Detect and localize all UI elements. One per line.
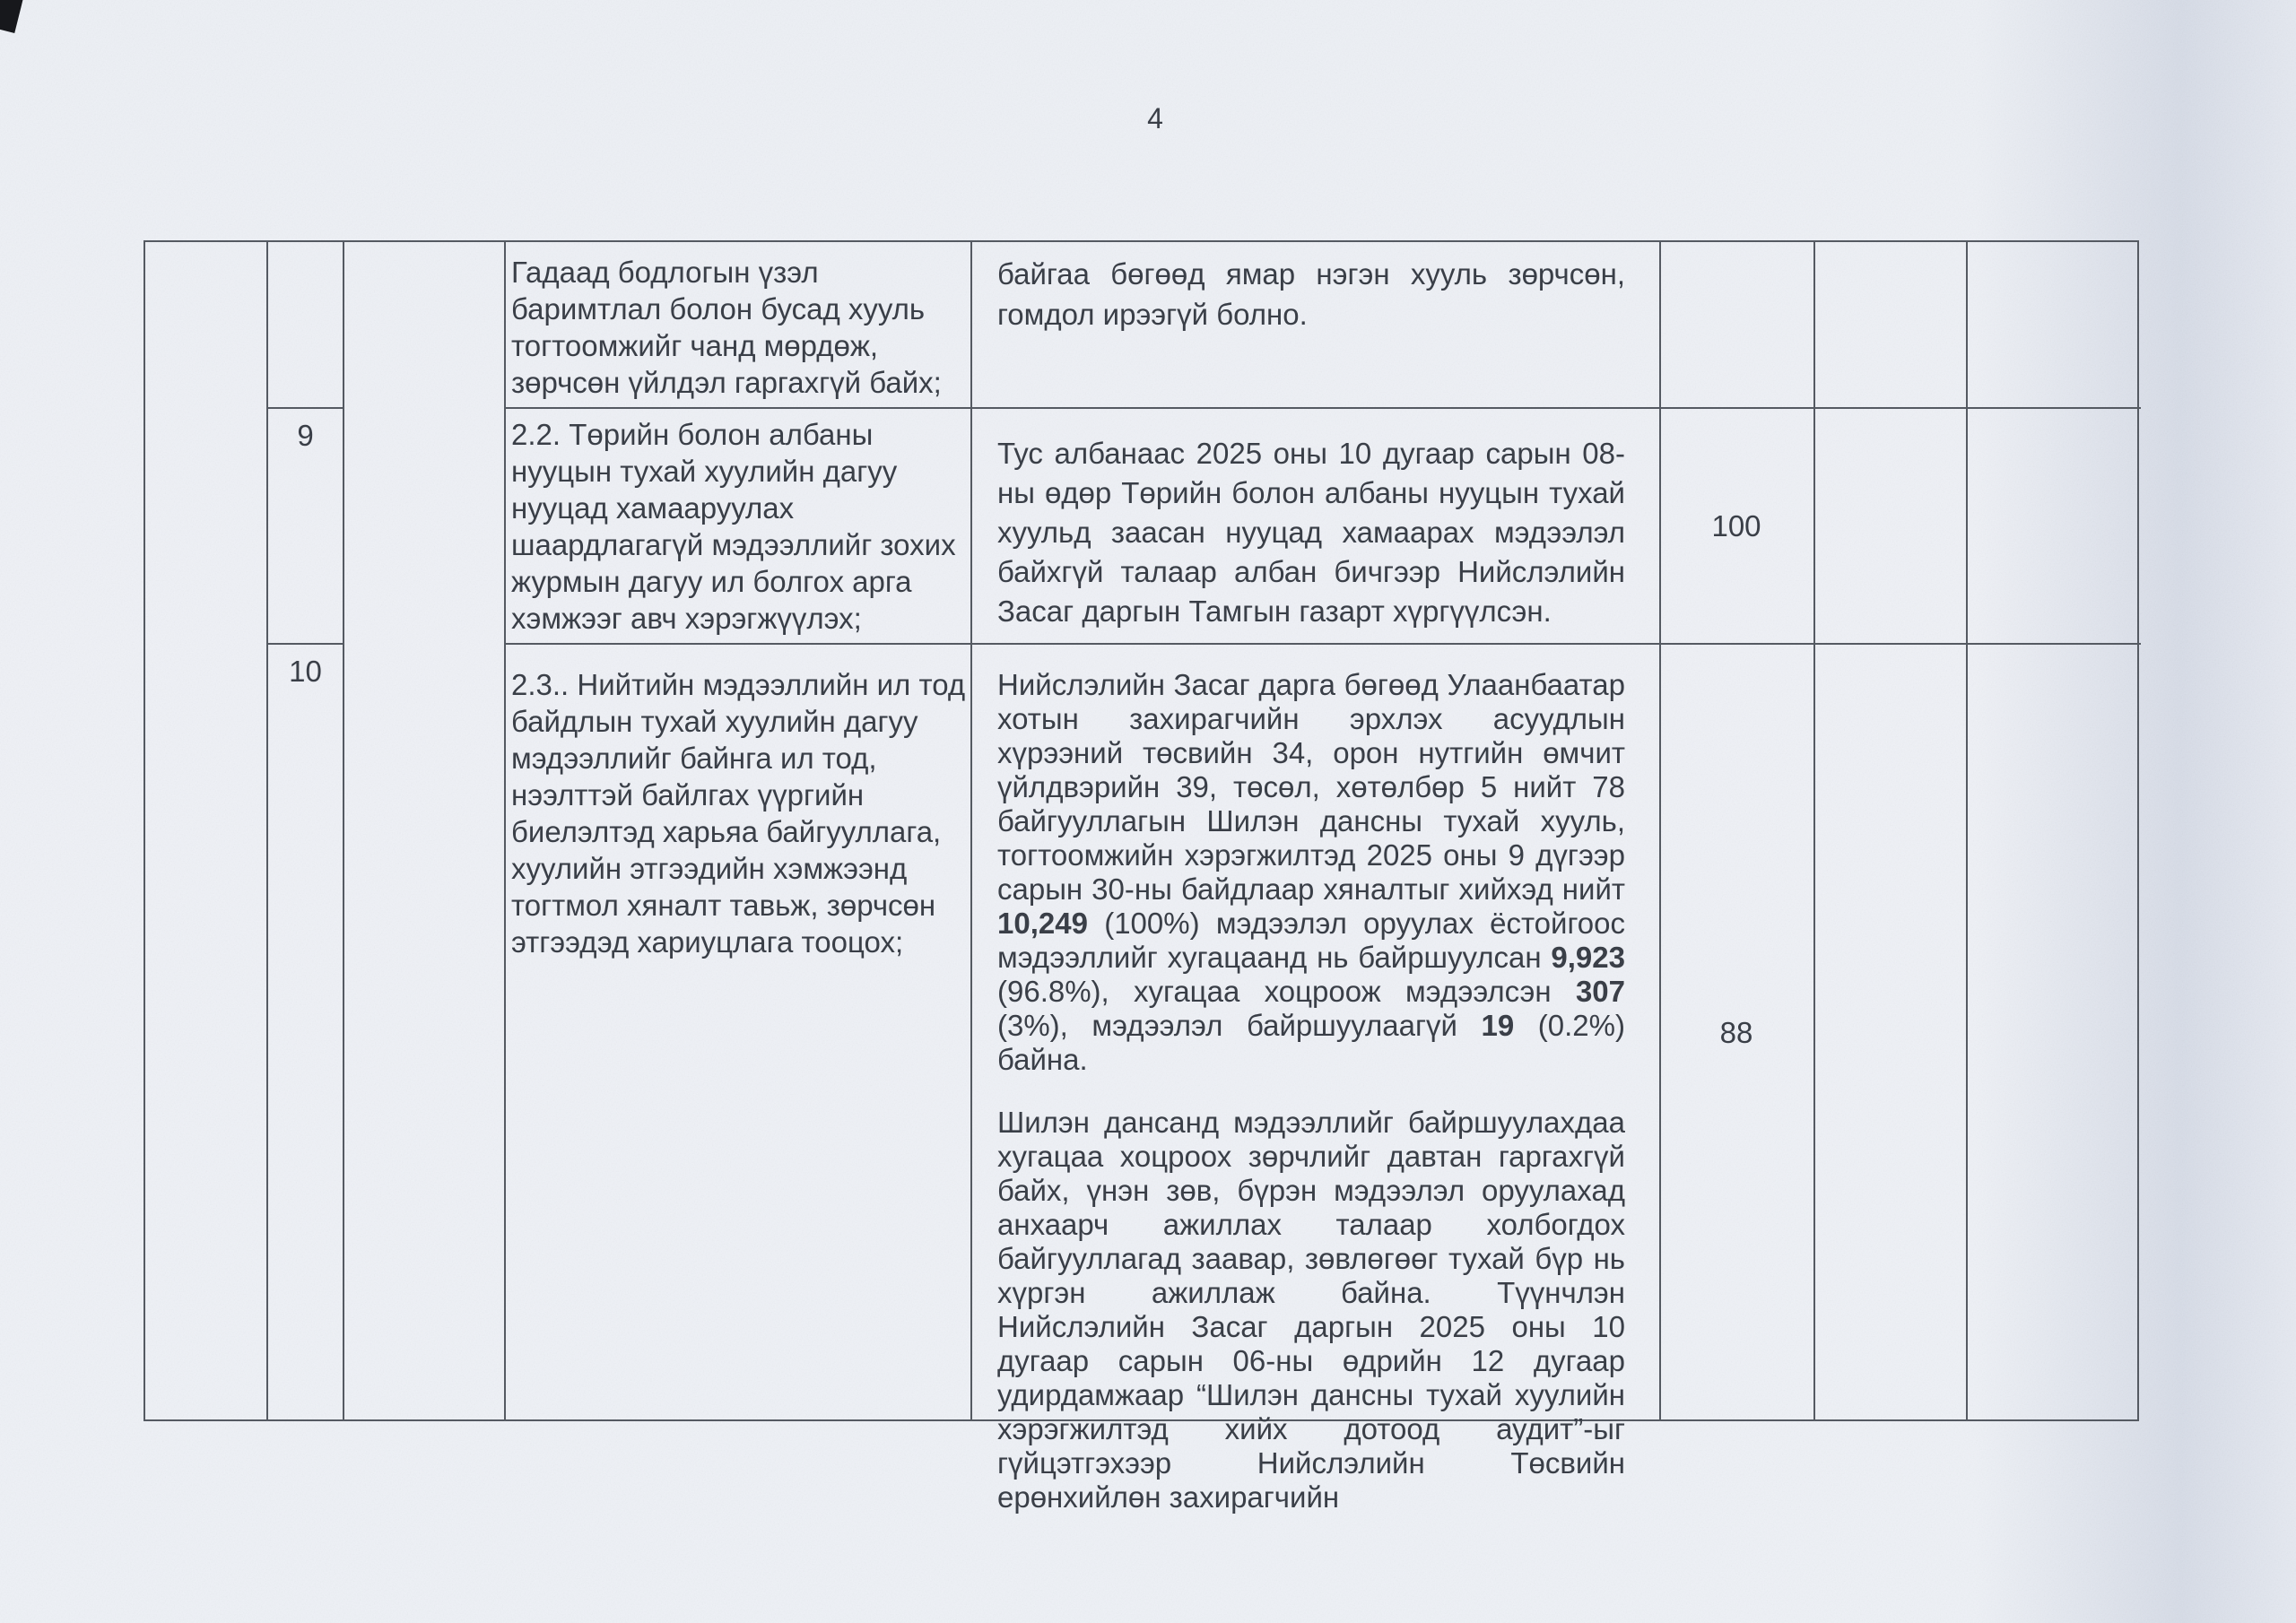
- row-number-cell: 9: [297, 419, 314, 452]
- criteria-cell: Гадаад бодлогын үзэл баримтлал болон бусад хууль тогтоомжийг чанд мөрдөж, зөрчсөн үйлдэл гаргахгүй байх;: [511, 256, 942, 399]
- score-cell: 88: [1719, 1016, 1753, 1049]
- criteria-cell: 2.2. Төрийн болон албаны нууцын тухай хуулийн дагуу нууцад хамааруулах шаардлагагүй мэдээллийг зохих журмын дагуу ил болгох арга хэмжээг авч хэрэгжүүлэх;: [511, 418, 956, 635]
- scan-corner-artifact: [0, 0, 24, 33]
- audit-table: [144, 240, 2139, 1514]
- implementation-cell: [997, 668, 1625, 1515]
- implementation-cell: байгаа бөгөөд ямар нэгэн хууль зөрчсөн, гомдол ирээгүй болно.: [997, 257, 1625, 331]
- table-gridline-horizontal: [266, 643, 344, 645]
- score-cell: 100: [1711, 508, 1761, 542]
- implementation-cell: Тус албанаас 2025 оны 10 дугаар сарын 08-ны өдөр Төрийн болон албаны нууцын тухай хуульд заасан нууцад хамаарах мэдээлэл байхгүй талаар албан бичгээр Нийслэлийн Засаг даргын Тамгын газарт хүргүүлсэн.: [997, 437, 1625, 628]
- table-gridline-horizontal: [504, 407, 2141, 409]
- table-gridline-horizontal: [266, 407, 344, 409]
- table-gridline-horizontal: [504, 643, 2141, 645]
- implementation-paragraph: Шилэн дансанд мэдээллийг байршуулахдаа хугацаа хоцроох зөрчлийг давтан гаргахгүй байх, үнэн зөв, бүрэн мэдээлэл оруулахад анхаарч ажиллах талаар холбогдох байгууллагад заавар, зөвлөгөөг тухай бүр нь хүргэн ажиллаж байна. Түүнчлэн Нийслэлийн Засаг даргын 2025 оны 10 дугаар сарын 06-ны өдрийн 12 дугаар удирдамжаар “Шилэн дансны тухай хуулийн хэрэгжилтэд хийх дотоод аудит”-ыг гүйцэтгэхээр Нийслэлийн Төсвийн ерөнхийлөн захирагчийн: [997, 1106, 1625, 1514]
- table-gridline-vertical: [1966, 242, 1968, 1419]
- implementation-paragraph: Нийслэлийн Засаг дарга бөгөөд Улаанбаатар хотын захирагчийн эрхлэх асуудлын хүрээний төсвийн 34, орон нутгийн өмчит үйлдвэрийн 39, төсөл, хөтөлбөр 5 нийт 78 байгууллагын Шилэн дансны тухай хууль, тогтоомжийн хэрэгжилтэд 2025 оны 9 дүгээр сарын 30-ны байдлаар хяналтыг хийхэд нийт 10,249 (100%) мэдээлэл оруулах ёстойгоос мэдээллийг хугацаанд нь байршуулсан 9,923 (96.8%), хугацаа хоцроож мэдээлсэн 307 (3%), мэдээлэл байршуулаагүй 19 (0.2%) байна.: [997, 668, 1625, 1076]
- row-number-cell: 10: [289, 655, 322, 688]
- page-number: 4: [1147, 102, 1163, 135]
- table-gridline-vertical: [504, 242, 506, 1419]
- table-gridline-vertical: [1813, 242, 1815, 1419]
- criteria-cell: 2.3.. Нийтийн мэдээллийн ил тод байдлын тухай хуулийн дагуу мэдээллийг байнга ил тод, нээлттэй байлгах үүргийн биелэлтэд харьяа байгууллага, хуулийн этгээдийн хэмжээнд тогтмол хяналт тавьж, зөрчсөн этгээдэд хариуцлага тооцох;: [511, 668, 966, 959]
